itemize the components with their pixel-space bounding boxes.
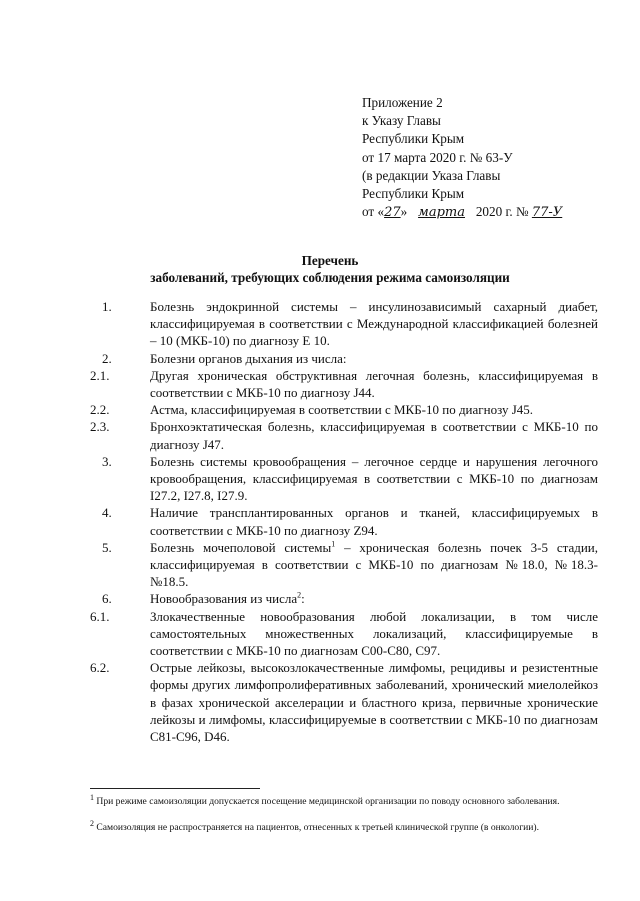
- footnote-ref: 1: [331, 539, 336, 549]
- item-text: Астма, классифицируемая в соответствии с МКБ-10 по диагнозу J45.: [150, 402, 533, 418]
- item-text: Наличие трансплантированных органов и тканей, классифицируемых в соответствии с МКБ-10 по диагнозу Z94.: [150, 505, 598, 538]
- item-number: 6.: [102, 591, 112, 607]
- footnote-1: $^1$ При режиме самоизоляции допускается посещение медицинской организации по поводу основного заболевания.: [90, 792, 560, 807]
- item-number: 2.2.: [90, 402, 110, 418]
- list-item: [102, 453, 598, 505]
- item-text: Другая хроническая обструктивная легочная болезнь, классифицируемая в соответствии с МКБ-10 по диагнозу J44.: [150, 367, 598, 401]
- annex-line: (в редакции Указа Главы: [362, 167, 501, 183]
- item-text: Болезнь мочеполовой системы$^1$ – хроническая болезнь почек 3-5 стадии, классифицируемая в соответствии с МКБ-10 по диагнозам №18.0, №18.3-№18.5.: [150, 539, 598, 590]
- item-number: 2.: [102, 350, 112, 366]
- annex-line: Республики Крым: [362, 131, 465, 147]
- list-item: [102, 504, 598, 538]
- item-number: 2.3.: [90, 419, 110, 435]
- annex-line: от 17 марта 2020 г. № 63-У: [362, 149, 513, 165]
- list-item: [102, 350, 598, 367]
- item-number: 2.1.: [90, 367, 110, 383]
- document-title: Перечень: [301, 253, 359, 268]
- list-item: [90, 367, 598, 401]
- annex-line: к Указу Главы: [362, 113, 441, 129]
- footnote-divider: [90, 788, 260, 789]
- annex-line: Приложение 2: [362, 95, 443, 110]
- footnote-ref: 2: [297, 591, 302, 601]
- item-text: Болезнь системы кровообращения – легочное сердце и нарушения легочного кровообращения, классифицируемая в соответствии с МКБ-10 по диагнозам I27.2, I27.8, I27.9.: [150, 453, 598, 504]
- item-number: 6.1.: [90, 608, 110, 624]
- list-item: [102, 298, 598, 350]
- item-number: 4.: [102, 505, 112, 521]
- document-subtitle: заболеваний, требующих соблюдения режима самоизоляции: [150, 270, 510, 285]
- annex-header: [362, 94, 562, 222]
- item-number: 6.2.: [90, 660, 110, 676]
- item-text: Бронхоэктатическая болезнь, классифицируемая в соответствии с МКБ-10 по диагнозу J47.: [150, 419, 598, 452]
- item-number: 3.: [102, 453, 112, 469]
- list-item: [102, 590, 598, 607]
- list-item: [90, 418, 598, 452]
- annex-date-line: от «27» марта 2020 г. № 77-У: [362, 203, 562, 222]
- handwritten-number: 77-У: [531, 205, 563, 221]
- item-text: Болезнь эндокринной системы – инсулинозависимый сахарный диабет, классифицируемая в соответствии с Международной классификацией болезней – 10 (МКБ-10) по диагнозу E 10.: [150, 299, 598, 349]
- annex-line: Республики Крым: [362, 186, 465, 202]
- list-item: [90, 608, 598, 660]
- item-text: Острые лейкозы, высокозлокачественные лимфомы, рецидивы и резистентные формы других лимфопролиферативных заболеваний, хронический миелолейкоз в фазах хронической акселерации и бластного криза, первичные хронические лейкозы и лимфомы, классифицируемые в соответствии с МКБ-10 по диагнозам С81-С96, D46.: [150, 660, 598, 745]
- list-item: [90, 401, 598, 418]
- footnote-2: $^2$ Самоизоляция не распространяется на пациентов, отнесенных к третьей клинической группе (в онкологии).: [90, 818, 540, 833]
- disease-list: [90, 298, 598, 745]
- item-number: 5.: [102, 539, 112, 555]
- item-text: Болезни органов дыхания из числа:: [150, 350, 347, 366]
- handwritten-month: марта: [418, 205, 465, 221]
- handwritten-day: 27: [384, 205, 401, 221]
- item-number: 1.: [102, 299, 112, 314]
- item-text: Злокачественные новообразования любой локализации, в том числе самостоятельных множественных локализаций, классифицируемые в соответствии с МКБ-10 по диагнозам С00-С80, С97.: [150, 608, 598, 659]
- item-text: Новообразования из числа$^2$:: [150, 591, 305, 607]
- list-item: [102, 539, 598, 591]
- list-item: [90, 659, 598, 745]
